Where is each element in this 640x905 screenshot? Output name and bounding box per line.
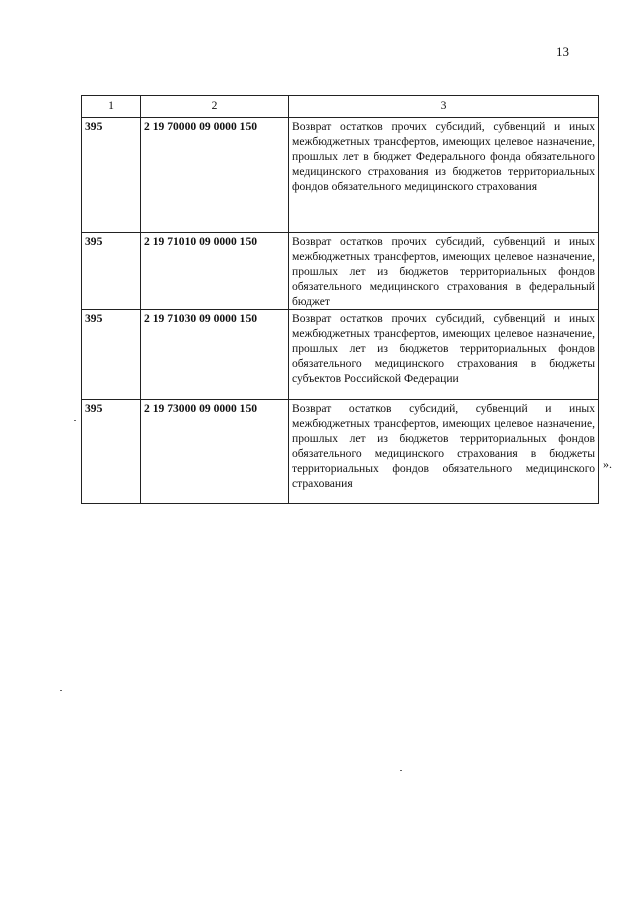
- table-row: [82, 310, 599, 400]
- budget-codes-table: [81, 95, 599, 504]
- budget-code-cell: 2 19 73000 09 0000 150: [141, 400, 289, 504]
- scan-speck: [74, 420, 76, 421]
- table-row: [82, 400, 599, 504]
- budget-code-cell: 2 19 70000 09 0000 150: [141, 118, 289, 233]
- budget-code-cell: 2 19 71030 09 0000 150: [141, 310, 289, 400]
- closing-quote: ».: [603, 457, 612, 471]
- description-cell: Возврат остатков субсидий, субвенций и иных межбюджетных трансфертов, имеющих целевое назначение, прошлых лет из бюджетов территориальных фондов обязательного медицинского страхования в бюджеты территориальных фондов обязательного медицинского страхования: [289, 400, 599, 504]
- table-header-row: [82, 96, 599, 118]
- column-header-2: 2: [141, 96, 289, 118]
- table-row: [82, 118, 599, 233]
- table-row: [82, 233, 599, 310]
- admin-code-cell: 395: [82, 118, 141, 233]
- description-cell: Возврат остатков прочих субсидий, субвенций и иных межбюджетных трансфертов, имеющих целевое назначение, прошлых лет в бюджет Федерального фонда обязательного медицинского страхования из бюджетов территориальных фондов обязательного медицинского страхования: [289, 118, 599, 233]
- page-number: 13: [556, 44, 569, 59]
- description-cell: Возврат остатков прочих субсидий, субвенций и иных межбюджетных трансфертов, имеющих целевое назначение, прошлых лет из бюджетов территориальных фондов обязательного медицинского страхования в федеральный бюджет: [289, 233, 599, 310]
- admin-code-cell: 395: [82, 233, 141, 310]
- scan-speck: [60, 690, 62, 691]
- description-cell: Возврат остатков прочих субсидий, субвенций и иных межбюджетных трансфертов, имеющих целевое назначение, прошлых лет из бюджетов территориальных фондов обязательного медицинского страхования в бюджеты субъектов Российской Федерации: [289, 310, 599, 400]
- admin-code-cell: 395: [82, 400, 141, 504]
- budget-code-cell: 2 19 71010 09 0000 150: [141, 233, 289, 310]
- scan-speck: [400, 770, 402, 771]
- column-header-1: 1: [82, 96, 141, 118]
- admin-code-cell: 395: [82, 310, 141, 400]
- column-header-3: 3: [289, 96, 599, 118]
